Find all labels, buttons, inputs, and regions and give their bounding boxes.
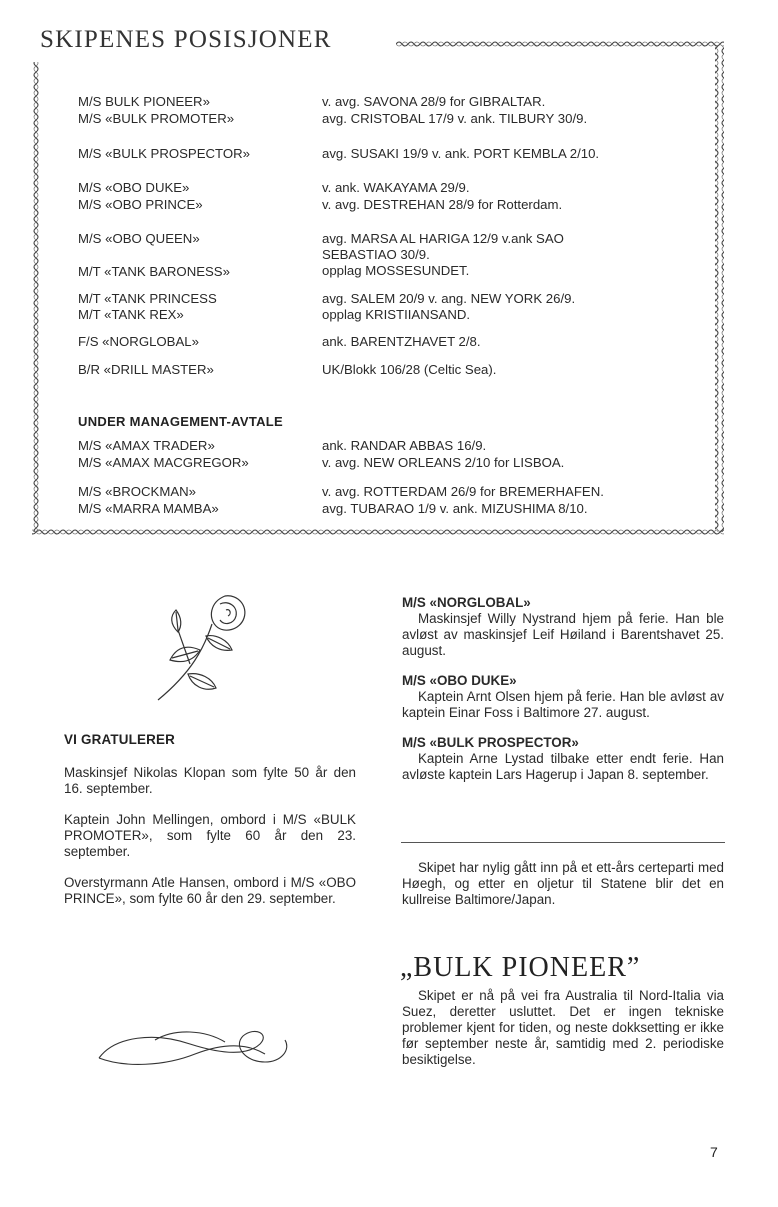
- page-number: 7: [710, 1144, 718, 1160]
- ship-position: v. ank. WAKAYAMA 29/9.: [322, 180, 470, 195]
- ship-position: UK/Blokk 106/28 (Celtic Sea).: [322, 362, 497, 377]
- chain-border-icon: [0, 0, 778, 560]
- ship-name: M/S BULK PIONEER»: [78, 94, 210, 109]
- ship-position: opplag KRISTIIANSAND.: [322, 307, 471, 322]
- managed-ship-name: M/S «MARRA MAMBA»: [78, 501, 219, 516]
- ship-name: M/T «TANK REX»: [78, 307, 184, 322]
- page-title: SKIPENES POSISJONER: [40, 26, 332, 53]
- managed-ship-position: v. avg. ROTTERDAM 26/9 for BREMERHAFEN.: [322, 484, 604, 499]
- bulk-pioneer-title: „BULK PIONEER”: [400, 952, 641, 983]
- ship-position: opplag MOSSESUNDET.: [322, 263, 470, 278]
- crew-news-text: Kaptein Arnt Olsen hjem på ferie. Han ble avløst av kaptein Einar Foss i Baltimore 27. august.: [402, 689, 724, 720]
- ship-name: M/S «BULK PROMOTER»: [78, 111, 235, 126]
- charter-note: Skipet har nylig gått inn på et ett-års certeparti med Høegh, og etter en oljetur til Statene blir det en kullreise Baltimore/Japan.: [402, 860, 724, 907]
- crew-news-text: Maskinsjef Willy Nystrand hjem på ferie. Han ble avløst av maskinsjef Leif Høiland i Barentshavet 25. august.: [402, 611, 724, 658]
- managed-ship-position: avg. TUBARAO 1/9 v. ank. MIZUSHIMA 8/10.: [322, 501, 588, 516]
- ship-name: M/T «TANK PRINCESS: [78, 291, 217, 306]
- ship-position: avg. CRISTOBAL 17/9 v. ank. TILBURY 30/9.: [322, 111, 588, 126]
- congrats-list: [64, 765, 356, 907]
- ship-name: M/S «OBO QUEEN»: [78, 231, 200, 246]
- congrats-item: Kaptein John Mellingen, ombord i M/S «BULK PROMOTER», som fylte 60 år den 23. september.: [64, 812, 356, 859]
- management-heading: UNDER MANAGEMENT-AVTALE: [78, 414, 284, 429]
- rose-icon: [140, 588, 260, 713]
- managed-ship-position: ank. RANDAR ABBAS 16/9.: [322, 438, 487, 453]
- ship-position: v. avg. SAVONA 28/9 for GIBRALTAR.: [322, 94, 546, 109]
- crew-news-ship: M/S «BULK PROSPECTOR»: [402, 735, 579, 750]
- congrats-item: Maskinsjef Nikolas Klopan som fylte 50 år den 16. september.: [64, 765, 356, 796]
- ship-position: ank. BARENTZHAVET 2/8.: [322, 334, 481, 349]
- divider: [401, 842, 725, 843]
- flourish-icon: [95, 1018, 300, 1078]
- managed-ship-name: M/S «AMAX MACGREGOR»: [78, 455, 249, 470]
- ship-position-cont: SEBASTIAO 30/9.: [322, 247, 430, 262]
- congrats-heading: VI GRATULERER: [64, 732, 175, 747]
- ship-name: M/S «OBO PRINCE»: [78, 197, 203, 212]
- ship-name: M/S «OBO DUKE»: [78, 180, 190, 195]
- bulk-pioneer-text: Skipet er nå på vei fra Australia til Nord-Italia via Suez, deretter usluttet. Det er ingen tekniske problemer kjent for tiden, og neste dokksetting er ikke før september neste år, samtidig med 2. periodiske besiktigelse.: [402, 988, 724, 1067]
- crew-news-ship: M/S «OBO DUKE»: [402, 673, 517, 688]
- ship-position: v. avg. DESTREHAN 28/9 for Rotterdam.: [322, 197, 563, 212]
- ship-name: B/R «DRILL MASTER»: [78, 362, 214, 377]
- managed-ship-position: v. avg. NEW ORLEANS 2/10 for LISBOA.: [322, 455, 565, 470]
- ship-position: avg. SUSAKI 19/9 v. ank. PORT KEMBLA 2/10.: [322, 146, 600, 161]
- managed-ship-name: M/S «BROCKMAN»: [78, 484, 196, 499]
- crew-news-text: Kaptein Arne Lystad tilbake etter endt ferie. Han avløste kaptein Lars Hagerup i Japan 8. september.: [402, 751, 724, 782]
- managed-ship-name: M/S «AMAX TRADER»: [78, 438, 215, 453]
- crew-news-ship: M/S «NORGLOBAL»: [402, 595, 531, 610]
- crew-news: [402, 595, 724, 783]
- ship-position: avg. MARSA AL HARIGA 12/9 v.ank SAO: [322, 231, 564, 246]
- ship-position: avg. SALEM 20/9 v. ang. NEW YORK 26/9.: [322, 291, 576, 306]
- ship-name: M/S «BULK PROSPECTOR»: [78, 146, 250, 161]
- congrats-item: Overstyrmann Atle Hansen, ombord i M/S «OBO PRINCE», som fylte 60 år den 29. september.: [64, 875, 356, 906]
- ship-name: F/S «NORGLOBAL»: [78, 334, 199, 349]
- ship-name: M/T «TANK BARONESS»: [78, 264, 230, 279]
